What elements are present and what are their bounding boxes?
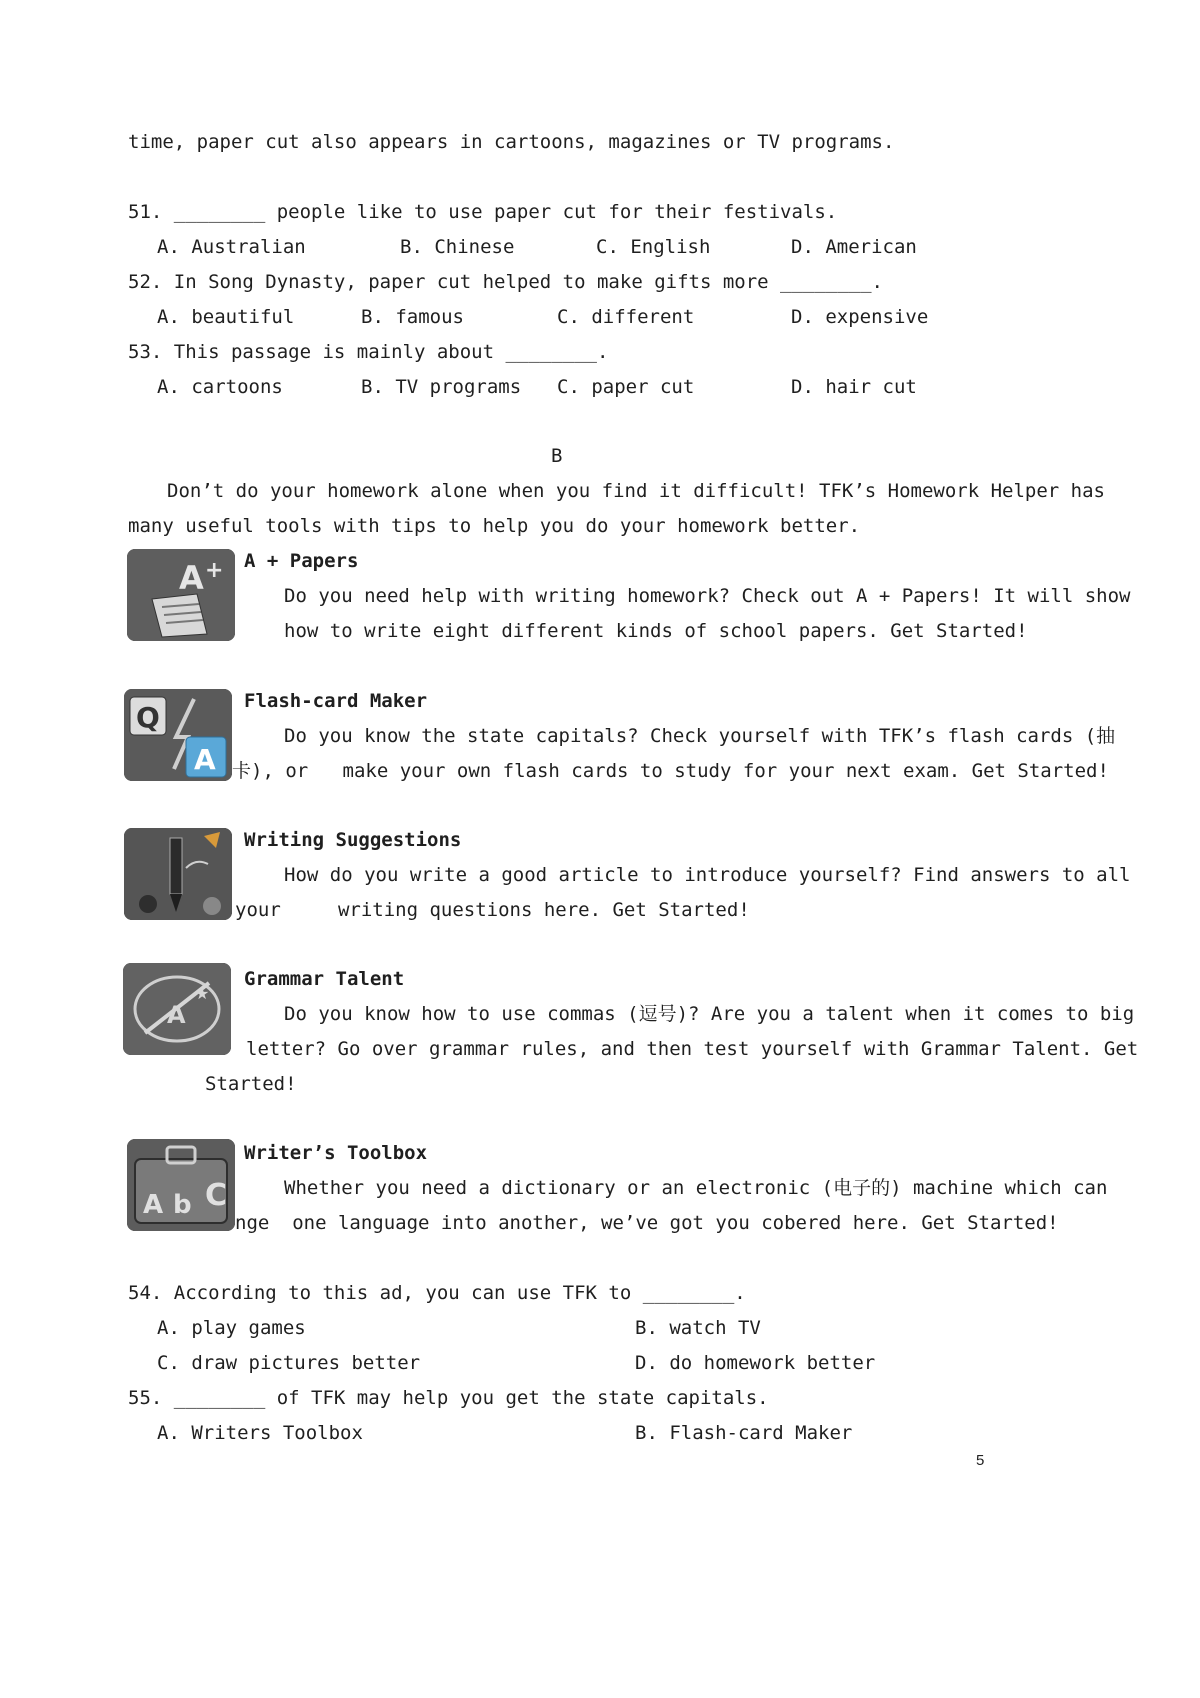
q51-option-a: A. Australian — [157, 236, 306, 258]
passage-tail-line: time, paper cut also appears in cartoons, magazines or TV programs. — [128, 131, 895, 153]
q55-option-a: A. Writers Toolbox — [157, 1422, 363, 1444]
svg-text:A: A — [167, 1001, 186, 1029]
question-51-stem: 51. ________ people like to use paper cut for their festivals. — [128, 201, 838, 223]
tool-desc-line: Whether you need a dictionary or an electronic (电子的) machine which can — [284, 1177, 1108, 1199]
svg-text:C: C — [205, 1178, 228, 1213]
svg-text:A: A — [143, 1190, 164, 1220]
tool-desc-line: your writing questions here. Get Started! — [235, 899, 750, 921]
svg-text:b: b — [173, 1190, 192, 1220]
question-55-stem: 55. ________ of TFK may help you get the state capitals. — [128, 1387, 769, 1409]
tool-desc-line: Do you know the state capitals? Check yourself with TFK’s flash cards (抽 — [284, 725, 1116, 747]
q52-option-a: A. beautiful — [157, 306, 295, 328]
pen-writing-icon — [124, 828, 232, 920]
q53-option-c: C. paper cut — [557, 376, 695, 398]
svg-text:Q: Q — [136, 701, 160, 734]
tool-title-flash-card-maker: Flash-card Maker — [244, 690, 428, 712]
q54-option-b: B. watch TV — [635, 1317, 761, 1339]
q53-option-d: D. hair cut — [791, 376, 917, 398]
q52-option-d: D. expensive — [791, 306, 929, 328]
tool-desc-line: nge one language into another, we’ve got you cobered here. Get Started! — [235, 1212, 1059, 1234]
q54-option-a: A. play games — [157, 1317, 306, 1339]
q53-option-a: A. cartoons — [157, 376, 283, 398]
tool-desc-line: letter? Go over grammar rules, and then test yourself with Grammar Talent. Get — [246, 1038, 1139, 1060]
tool-title-a-plus-papers: A + Papers — [244, 550, 359, 572]
tool-desc-line: 卡), or make your own flash cards to study for your next exam. Get Started! — [232, 760, 1109, 782]
q52-option-b: B. famous — [361, 306, 464, 328]
q54-option-c: C. draw pictures better — [157, 1352, 421, 1374]
svg-text:+: + — [205, 558, 224, 583]
tool-desc-line: how to write eight different kinds of school papers. Get Started! — [284, 620, 1028, 642]
tool-title-writers-toolbox: Writer’s Toolbox — [244, 1142, 428, 1164]
q54-option-d: D. do homework better — [635, 1352, 876, 1374]
q51-option-d: D. American — [791, 236, 917, 258]
q52-option-c: C. different — [557, 306, 695, 328]
section-b-intro-line-1: Don’t do your homework alone when you find it difficult! TFK’s Homework Helper has — [167, 480, 1105, 502]
svg-text:A: A — [179, 559, 204, 597]
tool-desc-line: Started! — [205, 1073, 297, 1095]
question-53-stem: 53. This passage is mainly about ________. — [128, 341, 609, 363]
toolbox-icon — [127, 1139, 235, 1231]
tool-desc-line: Do you know how to use commas (逗号)? Are you a talent when it comes to big — [284, 1003, 1135, 1025]
tool-desc-line: How do you write a good article to introduce yourself? Find answers to all — [284, 864, 1131, 886]
grammar-icon — [123, 963, 231, 1055]
q55-option-b: B. Flash-card Maker — [635, 1422, 853, 1444]
q51-option-b: B. Chinese — [400, 236, 515, 258]
svg-text:★: ★ — [195, 984, 210, 1003]
q51-option-c: C. English — [596, 236, 711, 258]
tool-title-grammar-talent: Grammar Talent — [244, 968, 405, 990]
page-number: 5 — [976, 1452, 985, 1469]
tool-desc-line: Do you need help with writing homework? Check out A + Papers! It will show — [284, 585, 1131, 607]
section-b-heading: B — [551, 445, 563, 467]
tool-title-writing-suggestions: Writing Suggestions — [244, 829, 462, 851]
q53-option-b: B. TV programs — [361, 376, 522, 398]
a-plus-papers-icon — [127, 549, 235, 641]
section-b-intro-line-2: many useful tools with tips to help you do your homework better. — [128, 515, 861, 537]
svg-text:A: A — [194, 743, 216, 776]
flash-card-icon — [124, 689, 232, 781]
question-54-stem: 54. According to this ad, you can use TFK to ________. — [128, 1282, 746, 1304]
question-52-stem: 52. In Song Dynasty, paper cut helped to make gifts more ________. — [128, 271, 883, 293]
